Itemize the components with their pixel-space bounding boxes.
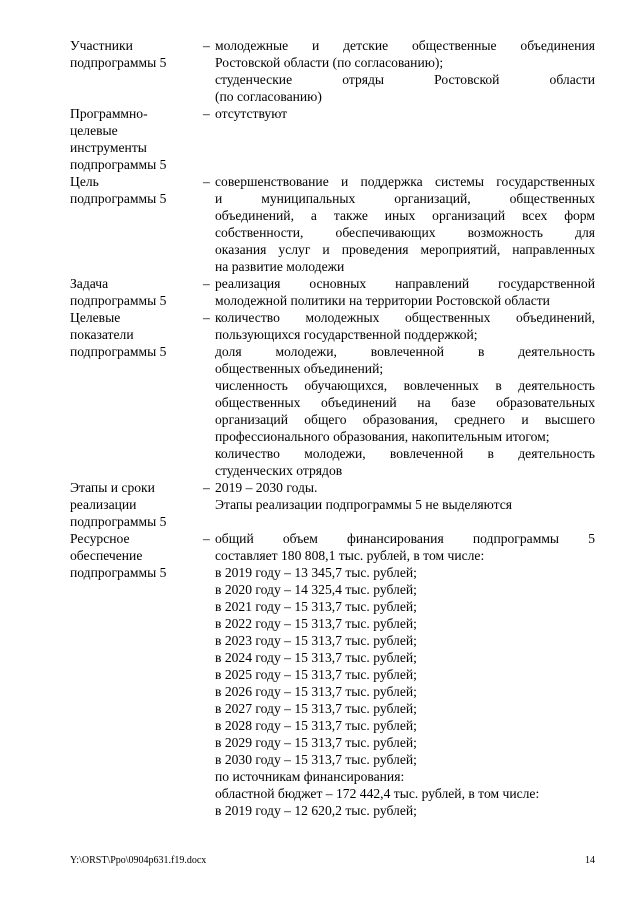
row-value-line: в 2023 году – 15 313,7 тыс. рублей; <box>215 633 417 648</box>
row-value-line: на развитие молодежи <box>215 259 345 274</box>
row-value-line: по источникам финансирования: <box>215 769 405 784</box>
row-value-line: в 2024 году – 15 313,7 тыс. рублей; <box>215 650 417 665</box>
row-label-line: подпрограммы 5 <box>70 514 167 529</box>
row-value-line: организаций общего образования, среднего и высшего <box>215 412 595 427</box>
row-value-line: в 2026 году – 15 313,7 тыс. рублей; <box>215 684 417 699</box>
row-dash: – <box>203 310 210 325</box>
row-label <box>70 530 203 819</box>
row-value-line: студенческие отряды Ростовской области <box>215 72 595 87</box>
row-value-line: реализация основных направлений государственной <box>215 276 595 291</box>
row-label-line: подпрограммы 5 <box>70 565 167 580</box>
row-label-line: подпрограммы 5 <box>70 344 167 359</box>
row-value-line: собственности, обеспечивающих возможность для <box>215 225 595 240</box>
row-value-line: в 2019 году – 12 620,2 тыс. рублей; <box>215 803 417 818</box>
subprogram-passport-table <box>70 37 595 819</box>
row-value-line: совершенствование и поддержка системы государственных <box>215 174 595 189</box>
row-label-line: реализации <box>70 497 137 512</box>
row-label-line: Целевые <box>70 310 121 325</box>
row-label-line: Участники <box>70 38 133 53</box>
row-value-line: областной бюджет – 172 442,4 тыс. рублей, в том числе: <box>215 786 540 801</box>
row-value-line: профессионального образования, накопительным итогом; <box>215 429 550 444</box>
row-label-line: Программно- <box>70 106 148 121</box>
row-value-line: 2019 – 2030 годы. <box>215 480 318 495</box>
row-label-line: Ресурсное <box>70 531 130 546</box>
row-value-line: в 2028 году – 15 313,7 тыс. рублей; <box>215 718 417 733</box>
footer-file-path: Y:\ORST\Ppo\0904p631.f19.docx <box>70 855 207 866</box>
row-label <box>70 275 203 309</box>
row-value <box>215 173 595 275</box>
row-value <box>215 275 595 309</box>
row-value <box>215 309 595 479</box>
row-label <box>70 105 203 173</box>
row-dash: – <box>203 480 210 495</box>
row-value <box>215 530 595 819</box>
row-label-line: целевые <box>70 123 118 138</box>
row-label-line: Этапы и сроки <box>70 480 155 495</box>
passport-row <box>70 275 595 309</box>
row-value-line: отсутствуют <box>215 106 288 121</box>
row-value-line: составляет 180 808,1 тыс. рублей, в том числе: <box>215 548 485 563</box>
row-value <box>215 37 595 105</box>
row-value-line: численность обучающихся, вовлеченных в деятельность <box>215 378 595 393</box>
row-value-line: общий объем финансирования подпрограммы 5 <box>215 531 595 546</box>
passport-row <box>70 309 595 479</box>
row-dash: – <box>203 276 210 291</box>
row-value-line: в 2022 году – 15 313,7 тыс. рублей; <box>215 616 417 631</box>
row-dash: – <box>203 38 210 53</box>
row-label-line: показатели <box>70 327 134 342</box>
row-label-line: инструменты <box>70 140 147 155</box>
row-value-line: (по согласованию) <box>215 89 322 104</box>
row-value-line: молодежные и детские общественные объединения <box>215 38 595 53</box>
row-value-line: в 2020 году – 14 325,4 тыс. рублей; <box>215 582 417 597</box>
row-value-line: общественных объединений; <box>215 361 384 376</box>
row-dash: – <box>203 174 210 189</box>
row-value-line: в 2030 году – 15 313,7 тыс. рублей; <box>215 752 417 767</box>
row-value-line: количество молодежи, вовлеченной в деятельность <box>215 446 595 461</box>
row-value-line: в 2025 году – 15 313,7 тыс. рублей; <box>215 667 417 682</box>
row-value-line: в 2029 году – 15 313,7 тыс. рублей; <box>215 735 417 750</box>
row-dash: – <box>203 531 210 546</box>
row-value-line: Ростовской области (по согласованию); <box>215 55 444 70</box>
row-value-line: оказания услуг и проведения мероприятий, направленных <box>215 242 595 257</box>
row-label-line: обеспечение <box>70 548 143 563</box>
passport-row <box>70 37 595 105</box>
row-value-line: доля молодежи, вовлеченной в деятельность <box>215 344 595 359</box>
row-value <box>215 479 595 530</box>
row-label <box>70 37 203 105</box>
row-label <box>70 309 203 479</box>
row-label-line: подпрограммы 5 <box>70 157 167 172</box>
row-value-line: и муниципальных организаций, общественных <box>215 191 595 206</box>
row-label-line: Цель <box>70 174 99 189</box>
row-label-line: подпрограммы 5 <box>70 293 167 308</box>
passport-row <box>70 479 595 530</box>
row-value-line: пользующихся государственной поддержкой; <box>215 327 478 342</box>
row-label <box>70 173 203 275</box>
row-value-line: в 2021 году – 15 313,7 тыс. рублей; <box>215 599 417 614</box>
row-value <box>215 105 595 173</box>
page-number: 14 <box>585 855 595 866</box>
row-value-line: Этапы реализации подпрограммы 5 не выделяются <box>215 497 512 512</box>
row-dash: – <box>203 106 210 121</box>
row-value-line: в 2019 году – 13 345,7 тыс. рублей; <box>215 565 417 580</box>
row-value-line: количество молодежных общественных объединений, <box>215 310 595 325</box>
row-label <box>70 479 203 530</box>
passport-rows <box>70 37 595 819</box>
row-value-line: в 2027 году – 15 313,7 тыс. рублей; <box>215 701 417 716</box>
passport-row <box>70 173 595 275</box>
passport-row <box>70 530 595 819</box>
row-value-line: студенческих отрядов <box>215 463 343 478</box>
row-value-line: молодежной политики на территории Ростовской области <box>215 293 550 308</box>
row-label-line: подпрограммы 5 <box>70 55 167 70</box>
row-label-line: подпрограммы 5 <box>70 191 167 206</box>
row-value-line: общественных объединений на базе образовательных <box>215 395 595 410</box>
passport-row <box>70 105 595 173</box>
row-value-line: объединений, а также иных организаций всех форм <box>215 208 595 223</box>
row-label-line: Задача <box>70 276 109 291</box>
